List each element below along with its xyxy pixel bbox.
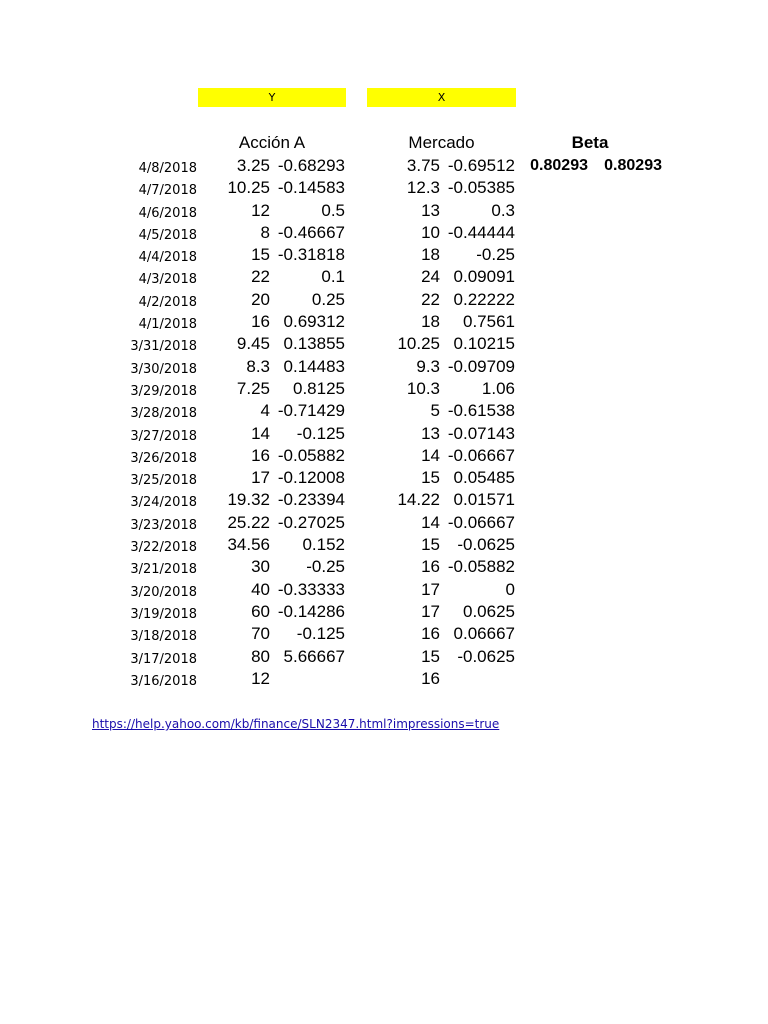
table-row xyxy=(0,468,768,490)
date-cell[interactable]: 4/7/2018 xyxy=(138,183,197,199)
stock-return-cell[interactable]: -0.125 xyxy=(296,624,345,644)
stock-return-cell[interactable]: -0.33333 xyxy=(277,579,345,599)
stock-return-cell[interactable]: 0.69312 xyxy=(283,312,345,332)
stock-return-cell[interactable]: 0.5 xyxy=(321,200,345,220)
market-return-cell[interactable]: 0.22222 xyxy=(453,289,515,309)
stock-price-cell[interactable]: 30 xyxy=(251,557,270,577)
market-return-cell[interactable]: 0.09091 xyxy=(453,267,515,287)
stock-price-cell[interactable]: 7.25 xyxy=(236,378,270,398)
date-cell[interactable]: 4/6/2018 xyxy=(138,205,197,221)
market-price-cell[interactable]: 14 xyxy=(421,445,440,465)
market-return-cell[interactable]: 1.06 xyxy=(481,378,515,398)
table-row xyxy=(0,602,768,624)
table-row xyxy=(0,156,768,178)
market-price-cell[interactable]: 10.3 xyxy=(406,378,440,398)
date-cell[interactable]: 4/2/2018 xyxy=(138,294,197,310)
table-row xyxy=(0,223,768,245)
stock-price-cell[interactable]: 12 xyxy=(251,668,270,688)
date-cell[interactable]: 3/19/2018 xyxy=(130,606,197,622)
date-cell[interactable]: 4/3/2018 xyxy=(138,272,197,288)
market-price-cell[interactable]: 16 xyxy=(421,624,440,644)
market-return-cell[interactable]: 0 xyxy=(505,579,515,599)
stock-return-cell[interactable]: -0.25 xyxy=(306,557,345,577)
market-price-cell[interactable]: 22 xyxy=(421,289,440,309)
market-return-cell[interactable]: -0.09709 xyxy=(447,356,515,376)
stock-price-cell[interactable]: 19.32 xyxy=(227,490,270,510)
data-table xyxy=(0,156,768,691)
date-cell[interactable]: 4/8/2018 xyxy=(138,161,197,176)
market-return-cell[interactable]: -0.05882 xyxy=(447,557,515,577)
source-link[interactable]: https://help.yahoo.com/kb/finance/SLN2347.html?impressions=true xyxy=(92,717,500,731)
stock-return-cell[interactable]: -0.12008 xyxy=(277,468,345,488)
stock-price-cell[interactable]: 14 xyxy=(251,423,270,443)
table-row xyxy=(0,312,768,334)
date-cell[interactable]: 3/16/2018 xyxy=(130,673,197,689)
market-price-cell[interactable]: 3.75 xyxy=(406,156,440,175)
date-cell[interactable]: 4/5/2018 xyxy=(138,227,197,243)
table-row xyxy=(0,647,768,669)
market-price-cell[interactable]: 13 xyxy=(421,423,440,443)
table-row xyxy=(0,669,768,691)
stock-price-cell[interactable]: 8 xyxy=(260,222,270,242)
market-return-cell[interactable]: 0.01571 xyxy=(453,490,515,510)
stock-price-cell[interactable]: 4 xyxy=(260,401,270,421)
market-return-cell[interactable]: -0.07143 xyxy=(447,423,515,443)
date-cell[interactable]: 3/27/2018 xyxy=(130,428,197,444)
stock-price-cell[interactable]: 12 xyxy=(251,200,270,220)
stock-price-cell[interactable]: 16 xyxy=(251,445,270,465)
stock-price-cell[interactable]: 16 xyxy=(251,312,270,332)
table-row xyxy=(0,580,768,602)
date-cell[interactable]: 3/28/2018 xyxy=(130,406,197,422)
table-row xyxy=(0,267,768,289)
stock-return-cell[interactable]: 0.152 xyxy=(302,535,345,555)
market-price-cell[interactable]: 17 xyxy=(421,579,440,599)
stock-price-cell[interactable]: 70 xyxy=(251,624,270,644)
stock-return-cell[interactable]: -0.05882 xyxy=(277,445,345,465)
table-row xyxy=(0,290,768,312)
stock-return-cell[interactable]: 0.13855 xyxy=(283,334,345,354)
table-row xyxy=(0,513,768,535)
stock-header[interactable]: Acción A xyxy=(238,133,306,152)
market-header[interactable]: Mercado xyxy=(408,133,475,152)
date-cell[interactable]: 3/24/2018 xyxy=(130,495,197,511)
stock-return-cell[interactable]: -0.46667 xyxy=(277,222,345,242)
stock-return-cell[interactable]: -0.71429 xyxy=(277,401,345,421)
date-cell[interactable]: 3/29/2018 xyxy=(130,383,197,399)
stock-return-cell[interactable]: -0.27025 xyxy=(277,512,345,532)
beta-value-cell-2[interactable]: 0.80293 xyxy=(604,157,662,174)
market-price-cell[interactable]: 10.25 xyxy=(397,334,440,354)
table-row xyxy=(0,557,768,579)
stock-return-cell[interactable]: 0.14483 xyxy=(283,356,345,376)
y-label-cell[interactable]: Y xyxy=(198,88,346,107)
market-return-cell[interactable]: 0.7561 xyxy=(463,312,515,332)
table-row xyxy=(0,535,768,557)
date-cell[interactable]: 4/4/2018 xyxy=(138,250,197,266)
table-row xyxy=(0,401,768,423)
stock-return-cell[interactable] xyxy=(270,669,345,691)
stock-price-cell[interactable]: 8.3 xyxy=(246,356,270,376)
market-price-cell[interactable]: 15 xyxy=(421,646,440,666)
table-row xyxy=(0,245,768,267)
stock-price-cell[interactable]: 15 xyxy=(251,245,270,265)
stock-price-cell[interactable]: 60 xyxy=(251,601,270,621)
market-return-cell[interactable]: -0.69512 xyxy=(447,156,515,175)
market-return-cell[interactable]: 0.0625 xyxy=(463,601,515,621)
market-return-cell[interactable] xyxy=(440,669,515,691)
stock-price-cell[interactable]: 10.25 xyxy=(227,178,270,198)
market-price-cell[interactable]: 16 xyxy=(421,668,440,688)
market-return-cell[interactable]: -0.44444 xyxy=(447,222,515,242)
market-price-cell[interactable]: 14 xyxy=(421,512,440,532)
stock-price-cell[interactable]: 17 xyxy=(251,468,270,488)
stock-price-cell[interactable]: 20 xyxy=(251,289,270,309)
table-row xyxy=(0,424,768,446)
x-label-cell[interactable]: X xyxy=(367,88,516,107)
stock-price-cell[interactable]: 25.22 xyxy=(227,512,270,532)
table-row xyxy=(0,446,768,468)
stock-return-cell[interactable]: 0.1 xyxy=(321,267,345,287)
beta-header[interactable]: Beta xyxy=(571,133,609,152)
stock-return-cell[interactable]: 5.66667 xyxy=(283,646,345,666)
stock-return-cell[interactable]: -0.31818 xyxy=(277,245,345,265)
market-return-cell[interactable]: 0.10215 xyxy=(453,334,515,354)
beta-value-cell[interactable]: 0.80293 xyxy=(530,157,588,174)
market-price-cell[interactable]: 15 xyxy=(421,535,440,555)
market-price-cell[interactable]: 14.22 xyxy=(397,490,440,510)
market-price-cell[interactable]: 17 xyxy=(421,601,440,621)
stock-price-cell[interactable]: 3.25 xyxy=(236,156,270,175)
market-return-cell[interactable]: -0.06667 xyxy=(447,445,515,465)
market-price-cell[interactable]: 16 xyxy=(421,557,440,577)
stock-price-cell[interactable]: 34.56 xyxy=(227,535,270,555)
stock-return-cell[interactable]: -0.14286 xyxy=(277,601,345,621)
market-return-cell[interactable]: 0.3 xyxy=(491,200,515,220)
table-row xyxy=(0,178,768,200)
date-cell[interactable]: 3/20/2018 xyxy=(130,584,197,600)
table-row xyxy=(0,490,768,512)
stock-price-cell[interactable]: 9.45 xyxy=(236,334,270,354)
date-cell[interactable]: 3/18/2018 xyxy=(130,629,197,645)
market-return-cell[interactable]: -0.61538 xyxy=(447,401,515,421)
market-price-cell[interactable]: 15 xyxy=(421,468,440,488)
stock-return-cell[interactable]: -0.125 xyxy=(296,423,345,443)
market-return-cell[interactable]: -0.06667 xyxy=(447,512,515,532)
date-cell[interactable]: 3/26/2018 xyxy=(130,450,197,466)
market-price-cell[interactable]: 18 xyxy=(421,245,440,265)
market-price-cell[interactable]: 10 xyxy=(421,222,440,242)
date-cell[interactable]: 3/31/2018 xyxy=(130,339,197,355)
table-row xyxy=(0,379,768,401)
market-price-cell[interactable]: 12.3 xyxy=(406,178,440,198)
market-return-cell[interactable]: -0.0625 xyxy=(457,646,515,666)
stock-price-cell[interactable]: 22 xyxy=(251,267,270,287)
market-price-cell[interactable]: 18 xyxy=(421,312,440,332)
market-price-cell[interactable]: 9.3 xyxy=(416,356,440,376)
market-return-cell[interactable]: 0.05485 xyxy=(453,468,515,488)
table-row xyxy=(0,334,768,356)
market-price-cell[interactable]: 24 xyxy=(421,267,440,287)
date-cell[interactable]: 3/21/2018 xyxy=(130,562,197,578)
stock-return-cell[interactable]: -0.68293 xyxy=(277,156,345,175)
market-return-cell[interactable]: -0.25 xyxy=(476,245,515,265)
stock-return-cell[interactable]: -0.14583 xyxy=(277,178,345,198)
date-cell[interactable]: 4/1/2018 xyxy=(138,317,197,333)
market-price-cell[interactable]: 13 xyxy=(421,200,440,220)
market-return-cell[interactable]: -0.0625 xyxy=(457,535,515,555)
stock-return-cell[interactable]: 0.8125 xyxy=(293,378,345,398)
table-row xyxy=(0,201,768,223)
stock-price-cell[interactable]: 40 xyxy=(251,579,270,599)
date-cell[interactable]: 3/23/2018 xyxy=(130,517,197,533)
date-cell[interactable]: 3/22/2018 xyxy=(130,540,197,556)
table-row xyxy=(0,624,768,646)
market-return-cell[interactable]: 0.06667 xyxy=(453,624,515,644)
date-cell[interactable]: 3/25/2018 xyxy=(130,473,197,489)
stock-return-cell[interactable]: 0.25 xyxy=(311,289,345,309)
market-price-cell[interactable]: 5 xyxy=(430,401,440,421)
stock-return-cell[interactable]: -0.23394 xyxy=(277,490,345,510)
market-return-cell[interactable]: -0.05385 xyxy=(447,178,515,198)
table-row xyxy=(0,357,768,379)
date-cell[interactable]: 3/17/2018 xyxy=(130,651,197,667)
date-cell[interactable]: 3/30/2018 xyxy=(130,361,197,377)
stock-price-cell[interactable]: 80 xyxy=(251,646,270,666)
